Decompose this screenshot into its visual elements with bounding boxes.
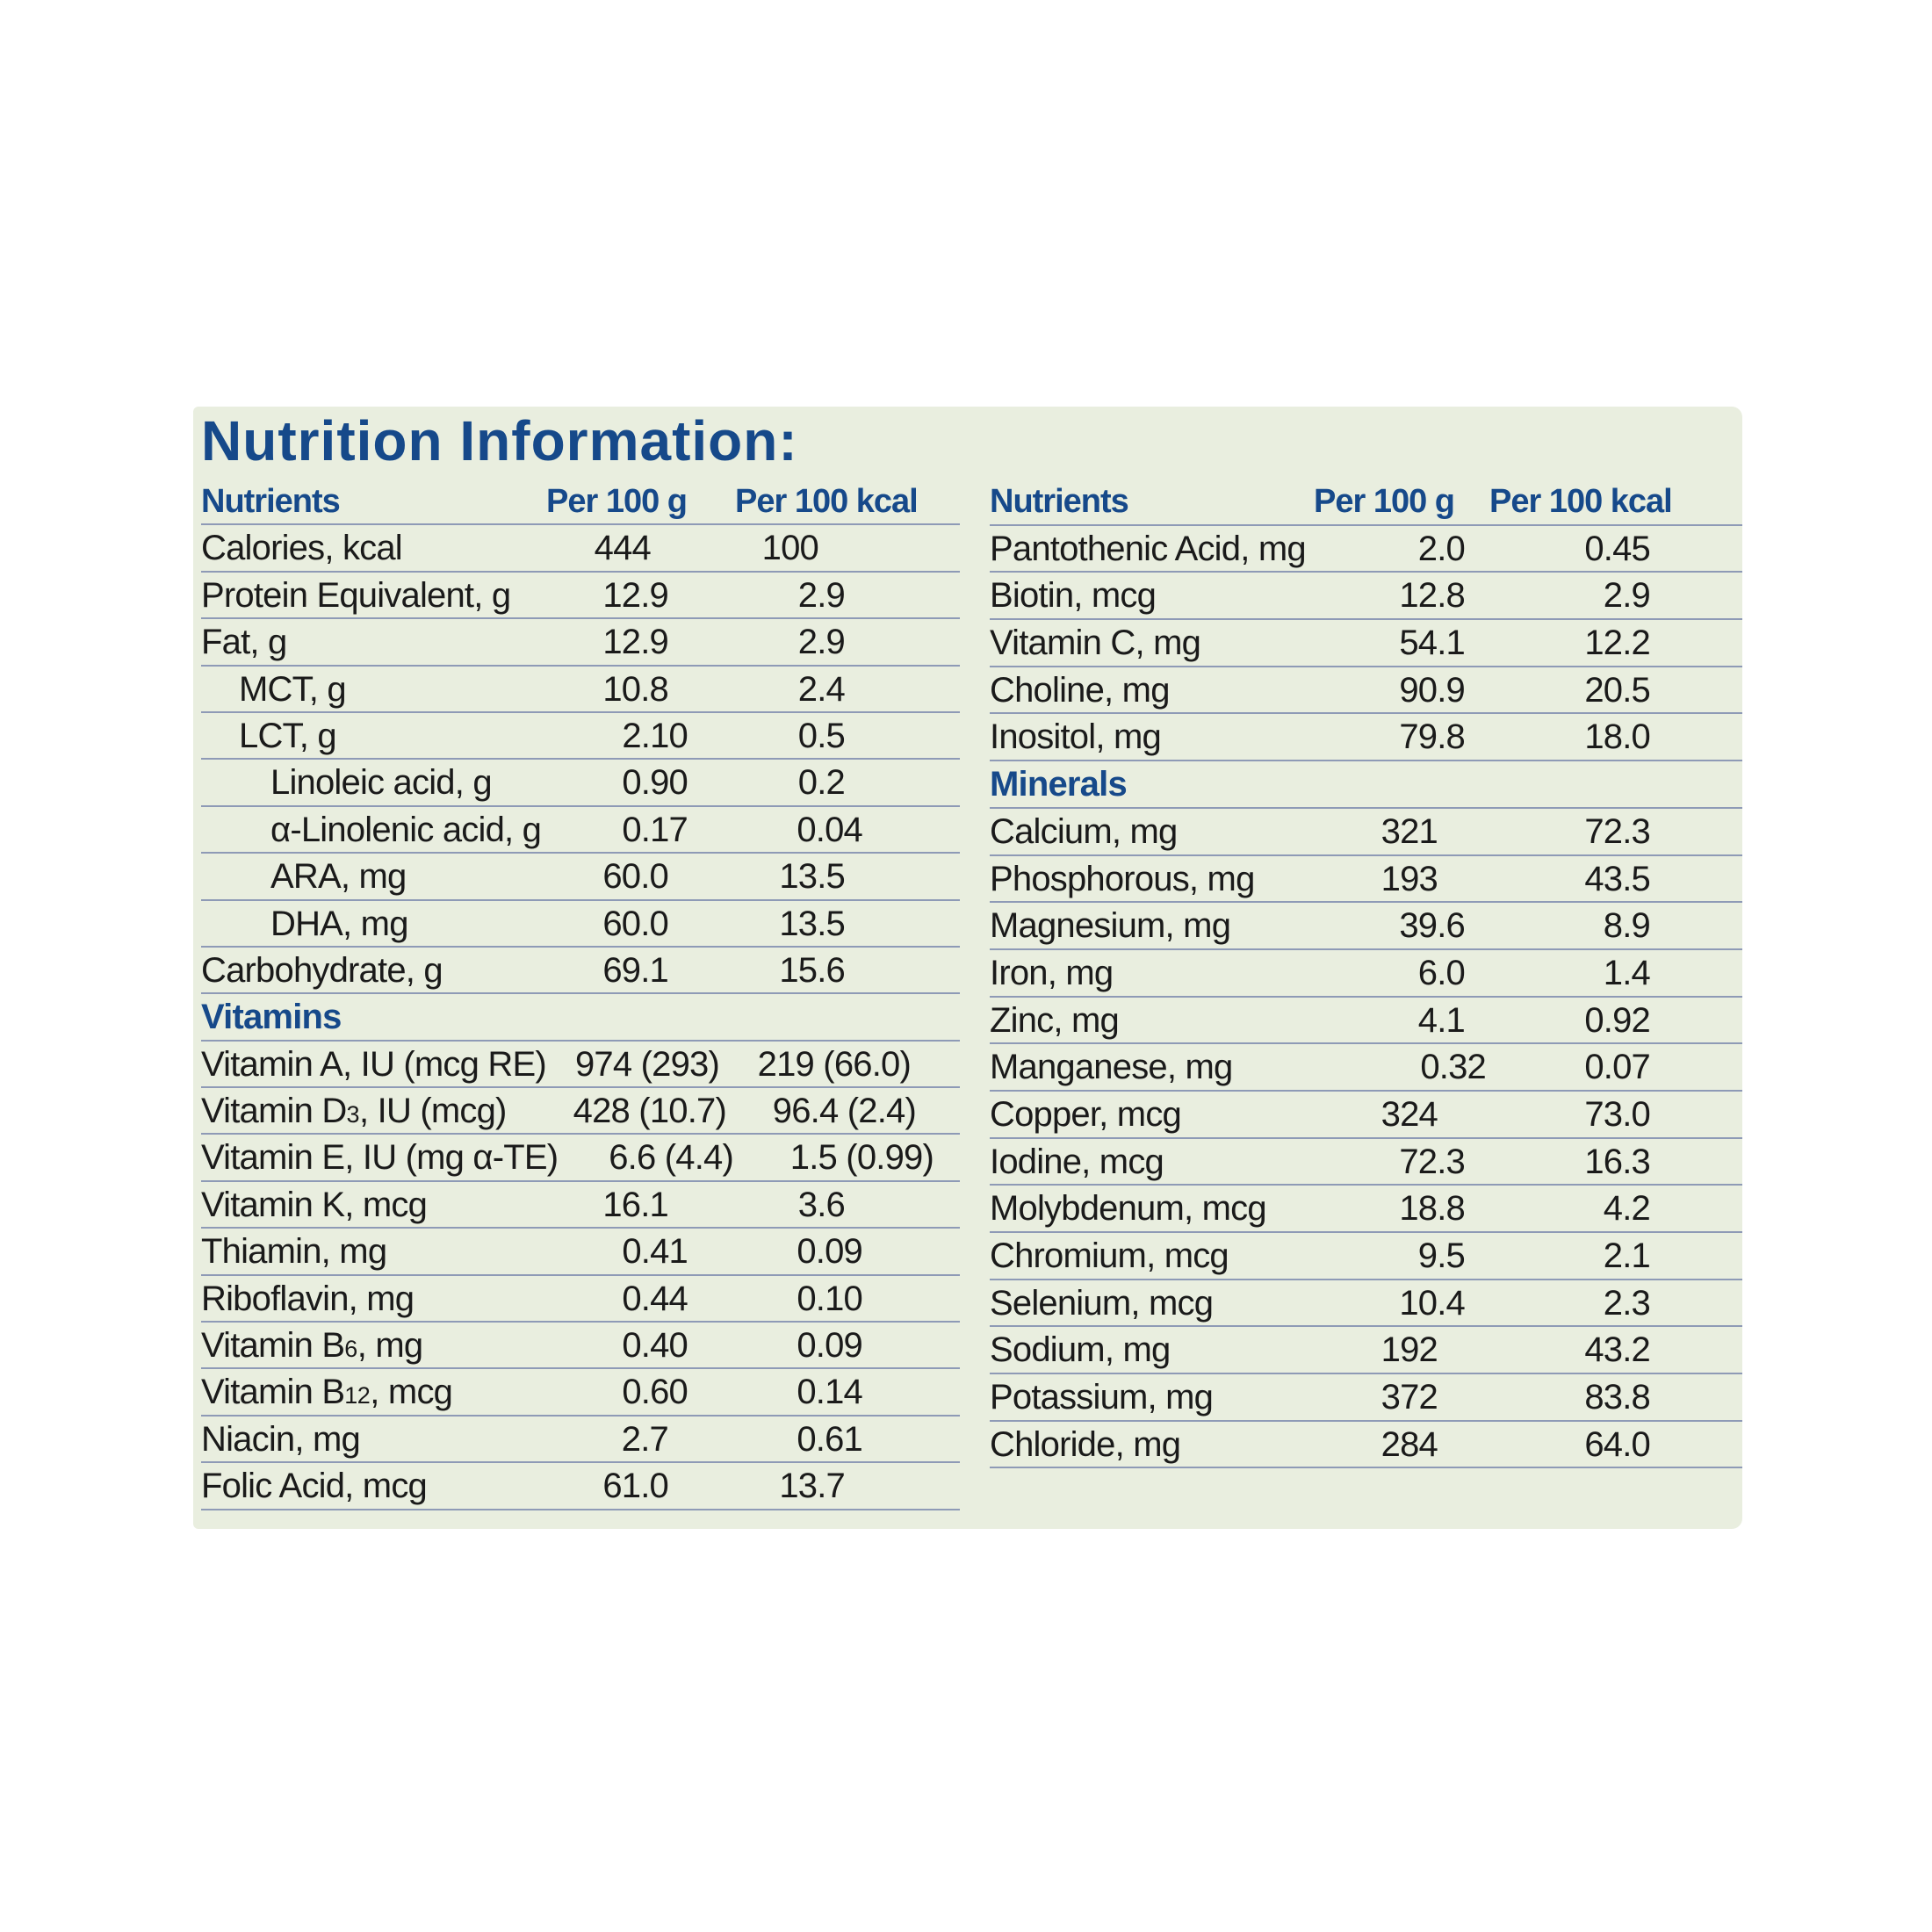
- nutrient-name: Linoleic acid, g: [270, 763, 492, 803]
- value-per-100g: 0.32: [1420, 1048, 1486, 1087]
- value-per-100kcal: 0.2: [797, 763, 845, 803]
- value-per-100kcal: 0.45: [1584, 529, 1650, 568]
- nutrient-name: Vitamin E, IU (mg α-TE): [201, 1138, 559, 1178]
- value-per-100g: 9.5: [1417, 1236, 1465, 1275]
- table-row: [990, 903, 1742, 950]
- value-per-100g: 12.9: [602, 575, 668, 615]
- nutrient-name: Biotin, mcg: [990, 576, 1157, 616]
- table-row: [990, 856, 1742, 904]
- value-per-100g: 324: [1381, 1094, 1438, 1134]
- nutrient-name: Molybdenum, mcg: [990, 1189, 1266, 1229]
- section-row-minerals: [990, 761, 1742, 809]
- value-per-100g: 428 (10.7): [573, 1092, 726, 1131]
- nutrient-name: Vitamin K, mcg: [201, 1185, 428, 1224]
- table-header-row: [201, 479, 960, 525]
- nutrient-name: Manganese, mg: [990, 1048, 1233, 1087]
- header-per-100g: Per 100 g: [1314, 483, 1454, 520]
- nutrient-name: Vitamin C, mg: [990, 624, 1201, 663]
- table-row: [990, 809, 1742, 856]
- value-per-100kcal: 83.8: [1584, 1378, 1650, 1417]
- value-per-100kcal: 13.7: [779, 1467, 845, 1506]
- value-per-100g: 444: [594, 529, 651, 568]
- header-nutrients: Nutrients: [990, 483, 1128, 520]
- table-row: [990, 620, 1742, 667]
- value-per-100kcal: 12.2: [1584, 624, 1650, 663]
- value-per-100kcal: 20.5: [1584, 670, 1650, 710]
- nutrient-name: Phosphorous, mg: [990, 859, 1255, 898]
- value-per-100g: 12.9: [602, 623, 668, 662]
- nutrient-name: Protein Equivalent, g: [201, 575, 511, 615]
- table-row: [990, 950, 1742, 998]
- table-row: [201, 807, 960, 854]
- table-row: [990, 1186, 1742, 1233]
- value-per-100kcal: 96.4 (2.4): [772, 1092, 916, 1131]
- table-row: [201, 1088, 960, 1135]
- nutrient-name: Vitamin B12, mcg: [201, 1373, 453, 1412]
- value-per-100g: 193: [1381, 859, 1438, 898]
- value-per-100g: 2.10: [622, 716, 688, 755]
- value-per-100kcal: 100: [761, 529, 818, 568]
- value-per-100g: 79.8: [1399, 717, 1465, 757]
- value-per-100g: 0.41: [622, 1232, 688, 1272]
- table-row: [990, 1092, 1742, 1139]
- nutrient-name: Pantothenic Acid, mg: [990, 529, 1306, 568]
- value-per-100kcal: 0.14: [797, 1373, 862, 1412]
- value-per-100g: 10.4: [1399, 1283, 1465, 1323]
- value-per-100kcal: 72.3: [1584, 811, 1650, 851]
- value-per-100kcal: 64.0: [1584, 1424, 1650, 1464]
- value-per-100g: 16.1: [602, 1185, 668, 1224]
- value-per-100kcal: 0.09: [797, 1326, 862, 1366]
- value-per-100kcal: 15.6: [779, 950, 845, 990]
- value-per-100g: 192: [1381, 1330, 1438, 1370]
- nutrient-name: Selenium, mcg: [990, 1283, 1214, 1323]
- nutrient-name: Vitamin A, IU (mcg RE): [201, 1044, 546, 1084]
- value-per-100g: 372: [1381, 1378, 1438, 1417]
- value-per-100kcal: 0.09: [797, 1232, 862, 1272]
- table-row: [201, 948, 960, 994]
- value-per-100kcal: 1.4: [1603, 953, 1650, 992]
- table-row: [201, 1417, 960, 1463]
- page-title: Nutrition Information:: [201, 409, 798, 472]
- table-row: [201, 901, 960, 948]
- value-per-100g: 0.17: [622, 810, 688, 849]
- value-per-100kcal: 0.04: [797, 810, 862, 849]
- table-row: [990, 1374, 1742, 1422]
- value-per-100kcal: 4.2: [1603, 1189, 1650, 1229]
- nutrient-name: Fat, g: [201, 623, 287, 662]
- value-per-100g: 2.0: [1417, 529, 1465, 568]
- header-per-100kcal: Per 100 kcal: [735, 483, 918, 520]
- nutrient-name: Copper, mcg: [990, 1094, 1181, 1134]
- value-per-100g: 0.60: [622, 1373, 688, 1412]
- table-row: [201, 619, 960, 666]
- value-per-100g: 69.1: [602, 950, 668, 990]
- value-per-100kcal: 43.5: [1584, 859, 1650, 898]
- section-heading-minerals: Minerals: [990, 765, 1127, 804]
- nutrition-table-left: [201, 479, 960, 1510]
- value-per-100g: 321: [1381, 811, 1438, 851]
- nutrient-name: Vitamin D3, IU (mcg): [201, 1092, 507, 1131]
- table-row: [990, 526, 1742, 573]
- nutrient-name: Chloride, mg: [990, 1424, 1181, 1464]
- nutrient-name: α-Linolenic acid, g: [270, 810, 542, 849]
- value-per-100kcal: 2.1: [1603, 1236, 1650, 1275]
- table-row: [201, 1042, 960, 1088]
- table-row: [990, 1233, 1742, 1280]
- nutrient-name: Folic Acid, mcg: [201, 1467, 427, 1506]
- nutrient-name: Iodine, mcg: [990, 1142, 1164, 1181]
- nutrient-name: Calcium, mg: [990, 811, 1178, 851]
- value-per-100kcal: 8.9: [1603, 906, 1650, 946]
- nutrient-name: Sodium, mg: [990, 1330, 1171, 1370]
- value-per-100g: 90.9: [1399, 670, 1465, 710]
- table-row: [201, 713, 960, 760]
- value-per-100kcal: 2.9: [1603, 576, 1650, 616]
- value-per-100g: 284: [1381, 1424, 1438, 1464]
- table-row: [201, 1369, 960, 1416]
- nutrient-name: Carbohydrate, g: [201, 950, 443, 990]
- table-row: [201, 1135, 960, 1181]
- value-per-100kcal: 18.0: [1584, 717, 1650, 757]
- value-per-100g: 6.6 (4.4): [609, 1138, 733, 1178]
- value-per-100kcal: 0.07: [1584, 1048, 1650, 1087]
- table-row: [201, 573, 960, 619]
- nutrient-name: DHA, mg: [270, 904, 408, 943]
- table-row: [990, 667, 1742, 715]
- value-per-100kcal: 43.2: [1584, 1330, 1650, 1370]
- section-row-vitamins: [201, 994, 960, 1041]
- value-per-100g: 0.44: [622, 1279, 688, 1318]
- nutrient-name: ARA, mg: [270, 857, 407, 897]
- table-row: [990, 1422, 1742, 1469]
- nutrient-name: Magnesium, mg: [990, 906, 1231, 946]
- value-per-100g: 39.6: [1399, 906, 1465, 946]
- nutrient-name: Zinc, mg: [990, 1000, 1119, 1040]
- table-row: [201, 1276, 960, 1323]
- value-per-100kcal: 219 (66.0): [757, 1044, 911, 1084]
- table-row: [990, 573, 1742, 620]
- value-per-100g: 0.40: [622, 1326, 688, 1366]
- header-per-100g: Per 100 g: [546, 483, 687, 520]
- nutrient-name: Potassium, mg: [990, 1378, 1214, 1417]
- value-per-100g: 72.3: [1399, 1142, 1465, 1181]
- value-per-100kcal: 2.9: [797, 575, 845, 615]
- nutrient-name: Calories, kcal: [201, 529, 402, 568]
- table-row: [990, 1280, 1742, 1328]
- table-row: [201, 1229, 960, 1275]
- value-per-100g: 0.90: [622, 763, 688, 803]
- value-per-100g: 6.0: [1417, 953, 1465, 992]
- value-per-100kcal: 3.6: [797, 1185, 845, 1224]
- table-row: [990, 1044, 1742, 1092]
- table-row: [201, 1182, 960, 1229]
- value-per-100g: 60.0: [602, 857, 668, 897]
- nutrient-name: Chromium, mcg: [990, 1236, 1229, 1275]
- value-per-100kcal: 13.5: [779, 904, 845, 943]
- value-per-100g: 60.0: [602, 904, 668, 943]
- nutrient-name: Vitamin B6, mg: [201, 1326, 423, 1366]
- nutrient-name: Inositol, mg: [990, 717, 1161, 757]
- value-per-100g: 974 (293): [574, 1044, 719, 1084]
- value-per-100g: 10.8: [602, 669, 668, 709]
- value-per-100kcal: 2.9: [797, 623, 845, 662]
- table-row: [201, 1323, 960, 1369]
- header-per-100kcal: Per 100 kcal: [1489, 483, 1672, 520]
- table-row: [201, 667, 960, 713]
- value-per-100g: 54.1: [1399, 624, 1465, 663]
- value-per-100kcal: 2.3: [1603, 1283, 1650, 1323]
- nutrient-name: LCT, g: [239, 716, 336, 755]
- value-per-100g: 12.8: [1399, 576, 1465, 616]
- table-row: [990, 998, 1742, 1045]
- value-per-100kcal: 16.3: [1584, 1142, 1650, 1181]
- nutrient-name: Riboflavin, mg: [201, 1279, 415, 1318]
- table-row: [990, 714, 1742, 761]
- value-per-100kcal: 13.5: [779, 857, 845, 897]
- value-per-100kcal: 1.5 (0.99): [789, 1138, 934, 1178]
- value-per-100kcal: 0.92: [1584, 1000, 1650, 1040]
- header-nutrients: Nutrients: [201, 483, 340, 520]
- nutrient-name: Thiamin, mg: [201, 1232, 387, 1272]
- table-row: [201, 525, 960, 572]
- nutrient-name: Niacin, mg: [201, 1419, 360, 1459]
- value-per-100kcal: 0.5: [797, 716, 845, 755]
- value-per-100g: 61.0: [602, 1467, 668, 1506]
- value-per-100g: 4.1: [1417, 1000, 1465, 1040]
- table-row: [990, 1139, 1742, 1186]
- value-per-100kcal: 2.4: [797, 669, 845, 709]
- nutrition-table-right: [990, 479, 1742, 1468]
- table-row: [990, 1327, 1742, 1374]
- value-per-100kcal: 0.10: [797, 1279, 862, 1318]
- table-row: [201, 760, 960, 806]
- nutrient-name: Choline, mg: [990, 670, 1170, 710]
- value-per-100kcal: 73.0: [1584, 1094, 1650, 1134]
- nutrient-name: Iron, mg: [990, 953, 1114, 992]
- table-row: [201, 1463, 960, 1510]
- value-per-100kcal: 0.61: [797, 1419, 862, 1459]
- table-row: [201, 854, 960, 900]
- value-per-100g: 18.8: [1399, 1189, 1465, 1229]
- nutrient-name: MCT, g: [239, 669, 346, 709]
- section-heading-vitamins: Vitamins: [201, 998, 342, 1037]
- value-per-100g: 2.7: [621, 1419, 668, 1459]
- table-header-row: [990, 479, 1742, 526]
